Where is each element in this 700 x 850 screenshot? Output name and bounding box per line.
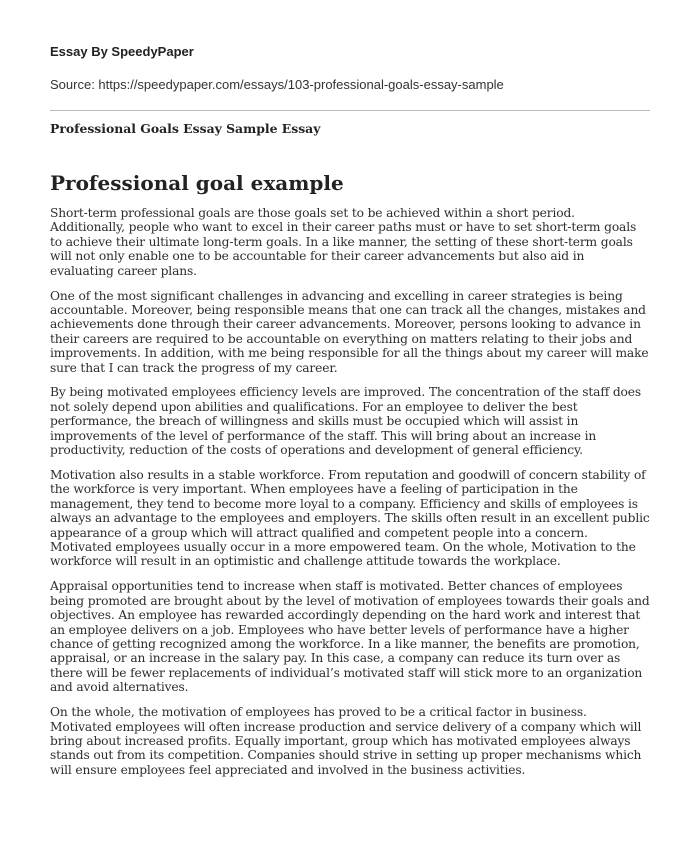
document-header (50, 44, 650, 92)
brand-title: Essay By SpeedyPaper (50, 44, 194, 59)
paragraph: One of the most significant challenges in advancing and excelling in career strategies is being accountable. Moreover, being responsible means that one can track all the changes, mistakes and achievements done through their career advancements. Moreover, persons looking to advance in their careers are required to be accountable on everything on matters relating to their jobs and improvements. In addition, with me being responsible for all the things about my career will make sure that I can track the progress of my career. (50, 288, 649, 375)
source-line: Source: https://speedypaper.com/essays/103-professional-goals-essay-sample (50, 77, 504, 92)
paragraph: Short-term professional goals are those goals set to be achieved within a short period. Additionally, people who want to excel in their career paths must or have to set short-term goals to achieve their ultimate long-term goals. In a like manner, the setting of these short-term goals will not only enable one to be accountable for their career advancements but also aid in evaluating career plans. (50, 206, 637, 278)
document-title: Professional Goals Essay Sample Essay (50, 121, 321, 136)
paragraph: Motivation also results in a stable workforce. From reputation and goodwill of concern stability of the workforce is very important. When employees have a feeling of participation in the management, they tend to become more loyal to a company. Efficiency and skills of employees is always an advantage to the employees and employers. The skills often result in an excellent public appearance of a group which will attract qualified and competent people into a concern. Motivated employees usually occur in a more empowered team. On the whole, Motivation to the workforce will result in an optimistic and challenge attitude towards the workplace. (50, 468, 650, 569)
paragraph: By being motivated employees efficiency levels are improved. The concentration of the staff does not solely depend upon abilities and qualifications. For an employee to deliver the best performance, the breach of willingness and skills must be occupied which will assist in improvements of the level of performance of the staff. This will bring about an increase in productivity, reduction of the costs of operations and development of general efficiency. (50, 385, 641, 458)
paragraph: On the whole, the motivation of employees has proved to be a critical factor in business. Motivated employees will often increase production and service delivery of a company which will bring about increased profits. Equally important, group which has motivated employees always stands out from its competition. Companies should strive in setting up proper mechanisms which will ensure employees feel appreciated and involved in the business activities. (50, 705, 642, 777)
essay-body (50, 170, 650, 788)
essay-heading: Professional goal example (50, 171, 344, 195)
paragraph: Appraisal opportunities tend to increase when staff is motivated. Better chances of employees being promoted are brought about by the level of motivation of employees towards their goals and objectives. An employee has rewarded accordingly depending on the hard work and interest that an employee delivers on a job. Employees who have better levels of performance have a higher chance of getting recognized among the workforce. In a like manner, the benefits are promotion, appraisal, or an increase in the salary pay. In this case, a company can reduce its turn over as there will be fewer replacements of individual’s motivated staff will stick more to an organization and avoid alternatives. (50, 579, 650, 695)
header-divider (50, 110, 650, 111)
